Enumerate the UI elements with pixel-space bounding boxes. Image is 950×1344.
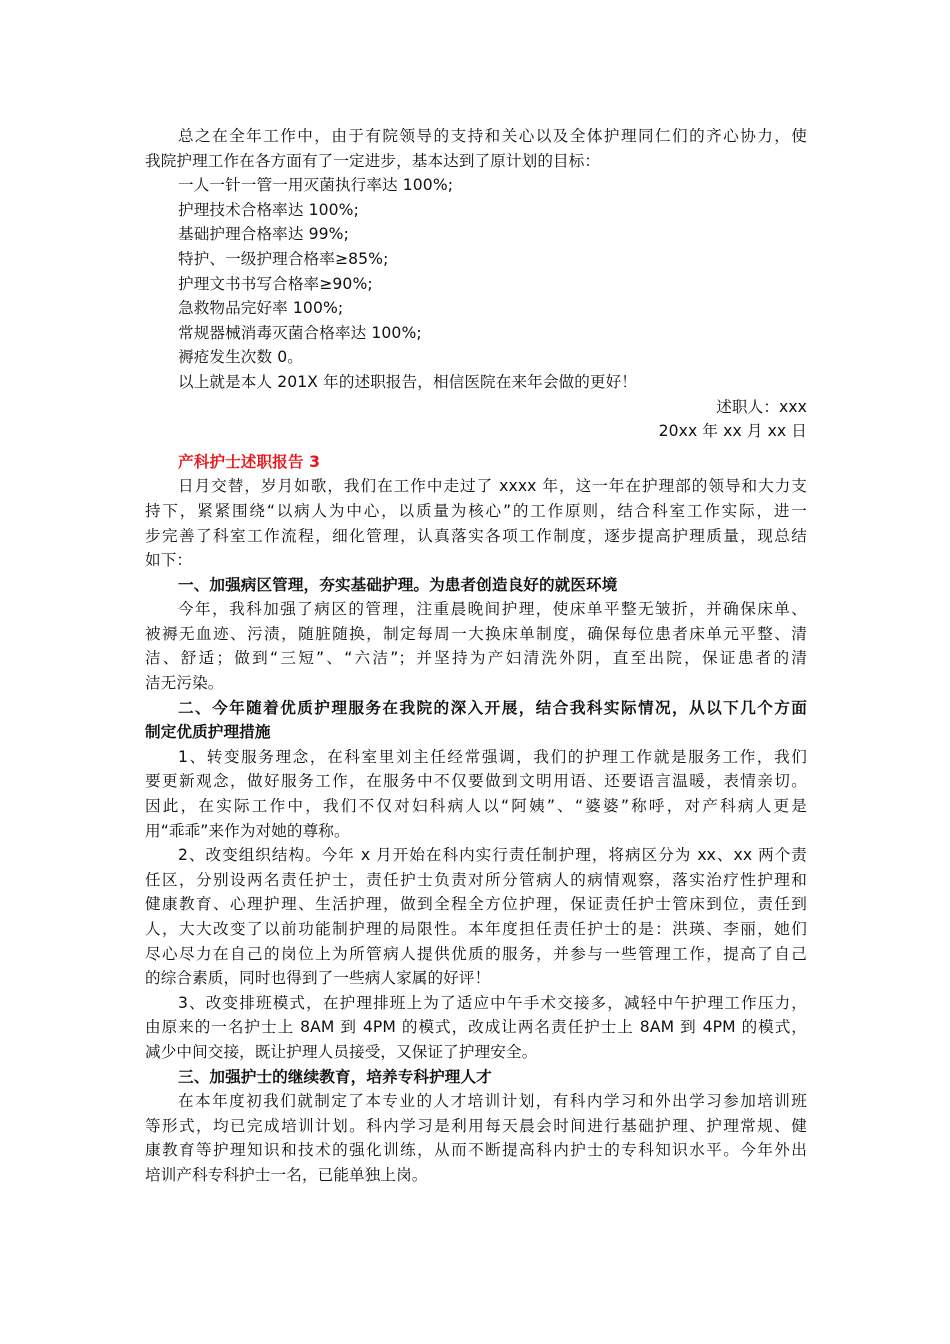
paragraph-line: 康教育等护理知识和技术的强化训练，从而不断提高科内护士的专科知识水平。今年外出	[145, 1141, 807, 1160]
paragraph-line: 培训产科专科护士一名，已能单独上岗。	[145, 1165, 428, 1184]
paragraph-line: 1、转变服务理念，在科室里刘主任经常强调，我们的护理工作就是服务工作，我们	[178, 747, 807, 766]
section-title: 产科护士述职报告 3	[178, 452, 321, 471]
target-item: 常规器械消毒灭菌合格率达 100%;	[178, 323, 422, 342]
closing-line: 以上就是本人 201X 年的述职报告，相信医院在来年会做的更好！	[178, 372, 637, 391]
paragraph-line: 要更新观念，做好服务工作，在服务中不仅要做到文明用语、还要语言温暖，表情亲切。	[145, 772, 807, 791]
paragraph-line: 的综合素质，同时也得到了一些病人家属的好评！	[145, 969, 491, 988]
paragraph-line: 等形式，均已完成培训计划。科内学习是利用每天晨会时间进行基础护理、护理常规、健	[145, 1116, 807, 1135]
target-item: 护理技术合格率达 100%;	[178, 200, 359, 219]
paragraph-line: 洁无污染。	[145, 674, 224, 693]
paragraph-line: 3、改变排班模式，在护理排班上为了适应中午手术交接多，减轻中午护理工作压力，	[178, 993, 807, 1012]
paragraph-line: 健康教育、心理护理、生活护理，做到全程全方位护理，保证责任护士管床到位，责任到	[145, 895, 807, 914]
paragraph-line: 洁、舒适；做到“三短”、“六洁”；并坚持为产妇清洗外阴，直至出院，保证患者的清	[145, 649, 807, 668]
paragraph-line: 人，大大改变了以前功能制护理的局限性。本年度担任责任护士的是：洪瑛、李丽，她们	[145, 920, 807, 938]
paragraph-line: 在本年度初我们就制定了本专业的人才培训计划，有科内学习和外出学习参加培训班	[178, 1092, 807, 1111]
subheading: 制定优质护理措施	[145, 723, 271, 742]
target-item: 护理文书书写合格率≥90%;	[178, 274, 373, 293]
intro-line: 总之在全年工作中，由于有院领导的支持和关心以及全体护理同仁们的齐心协力，使	[178, 127, 807, 145]
paragraph-line: 被褥无血迹、污渍，随脏随换，制定每周一大换床单制度，确保每位患者床单元平整、清	[145, 624, 807, 643]
paragraph-line: 如下：	[145, 551, 193, 570]
target-item: 基础护理合格率达 99%;	[178, 225, 349, 244]
paragraph-line: 任区，分别设两名责任护士，责任护士负责对所分管病人的病情观察，落实治疗性护理和	[145, 870, 807, 889]
target-item: 急救物品完好率 100%;	[178, 299, 344, 318]
target-item: 一人一针一管一用灭菌执行率达 100%;	[178, 176, 454, 195]
signature-date: 20xx 年 xx 月 xx 日	[658, 422, 807, 441]
subheading: 三、加强护士的继续教育，培养专科护理人才	[178, 1067, 492, 1086]
paragraph-line: 减少中间交接，既让护理人员接受，又保证了护理安全。	[145, 1042, 538, 1061]
paragraph-line: 用“乖乖”来作为对她的尊称。	[145, 821, 350, 840]
target-item: 褥疮发生次数 0。	[178, 348, 303, 367]
paragraph-line: 持下，紧紧围绕“以病人为中心，以质量为核心”的工作原则，结合科室工作实际，进一	[145, 501, 807, 520]
signature: 述职人：xxx	[716, 397, 807, 416]
subheading: 一、加强病区管理，夯实基础护理。为患者创造良好的就医环境	[178, 575, 618, 594]
subheading: 二、今年随着优质护理服务在我院的深入开展，结合我科实际情况，从以下几个方面	[178, 698, 807, 717]
paragraph-line: 2、改变组织结构。今年 x 月开始在科内实行责任制护理，将病区分为 xx、xx 两个责	[178, 846, 807, 865]
target-item: 特护、一级护理合格率≥85%;	[178, 249, 389, 268]
paragraph-line: 日月交替，岁月如歌，我们在工作中走过了 xxxx 年，这一年在护理部的领导和大力支	[178, 477, 807, 496]
paragraph-line: 步完善了科室工作流程，细化管理，认真落实各项工作制度，逐步提高护理质量，现总结	[145, 526, 807, 545]
document-page	[145, 124, 807, 1188]
paragraph-line: 尽心尽力在自己的岗位上为所管病人提供优质的服务，并参与一些管理工作，提高了自己	[145, 944, 807, 963]
paragraph-line: 因此，在实际工作中，我们不仅对妇科病人以“阿姨”、“婆婆”称呼，对产科病人更是	[145, 797, 807, 816]
paragraph-line: 由原来的一名护士上 8AM 到 4PM 的模式，改成让两名责任护士上 8AM 到 4PM 的模式，	[145, 1018, 807, 1037]
paragraph-line: 今年，我科加强了病区的管理，注重晨晚间护理，使床单平整无皱折，并确保床单、	[178, 600, 807, 619]
intro-line: 我院护理工作在各方面有了一定进步，基本达到了原计划的目标：	[145, 151, 601, 170]
